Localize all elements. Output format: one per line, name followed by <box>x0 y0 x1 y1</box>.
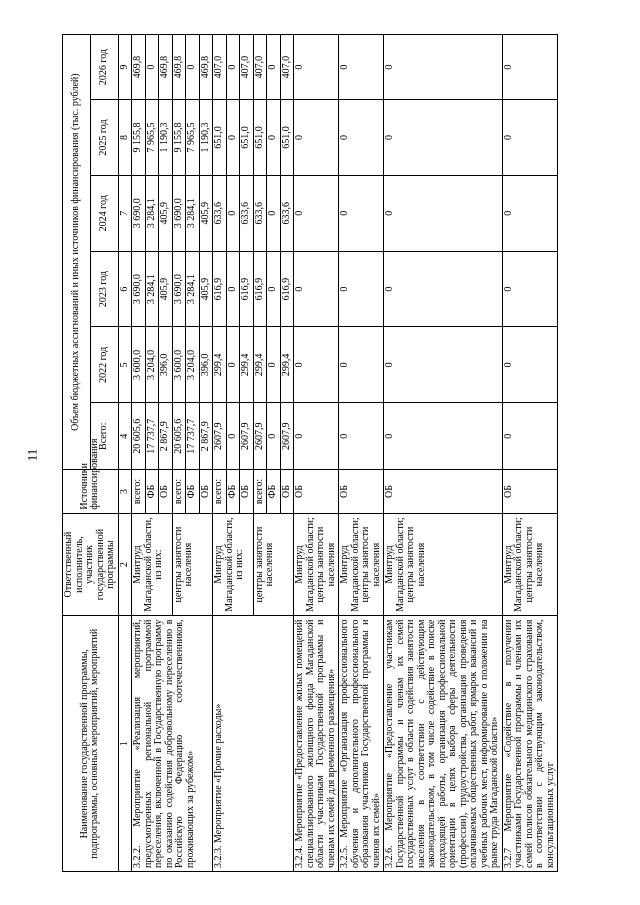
amount-cell: 0 <box>226 100 240 176</box>
funding-source: всего: <box>132 470 146 513</box>
funding-source: ОБ <box>384 470 503 513</box>
header-2026: 2026 год <box>90 35 118 100</box>
table-row <box>339 35 384 872</box>
column-number: 5 <box>118 327 132 403</box>
amount-cell: 407,0 <box>280 35 294 100</box>
measure-name: 3.2.4. Мероприятие «Предоставление жилых помещений специализированного жилищного фонда Магаданской области участникам Государственной программы и членам их семей для временного размещения» <box>294 616 339 872</box>
amount-cell: 0 <box>267 100 281 176</box>
amount-cell: 0 <box>267 327 281 403</box>
amount-cell: 0 <box>294 251 339 327</box>
amount-cell: 7 965,5 <box>186 100 200 176</box>
amount-cell: 3 204,0 <box>145 327 159 403</box>
amount-cell: 299,4 <box>240 327 254 403</box>
funding-source: ОБ <box>199 470 213 513</box>
amount-cell: 0 <box>339 327 384 403</box>
amount-cell: 616,9 <box>253 251 267 327</box>
amount-cell: 1 190,3 <box>199 100 213 176</box>
amount-cell: 9 155,8 <box>172 100 186 176</box>
funding-source: ОБ <box>294 470 339 513</box>
amount-cell: 633,6 <box>280 175 294 251</box>
page-number: 11 <box>24 448 40 462</box>
amount-cell: 3 284,1 <box>186 251 200 327</box>
funding-source: ОБ <box>339 470 384 513</box>
header-2022: 2022 год <box>90 327 118 403</box>
amount-cell: 469,8 <box>199 35 213 100</box>
amount-cell: 17 737,7 <box>186 403 200 470</box>
funding-source: ОБ <box>502 470 558 513</box>
amount-cell: 0 <box>502 100 558 176</box>
responsible-party: Минтруд Магаданской области; центры занятости населения <box>294 513 339 616</box>
amount-cell: 3 284,1 <box>145 251 159 327</box>
amount-cell: 405,9 <box>159 175 173 251</box>
funding-source: всего: <box>213 470 227 513</box>
amount-cell: 2607,9 <box>240 403 254 470</box>
measure-name: 3.2.5. Мероприятие «Организация профессионального обучения и дополнительного профессионального образования участников Государственной программы и членов их семей» <box>339 616 384 872</box>
funding-source: всего: <box>253 470 267 513</box>
header-funding-volume: Объем бюджетных ассигнований и иных источников финансирования (тыс. рублей) <box>63 35 91 470</box>
amount-cell: 633,6 <box>240 175 254 251</box>
amount-cell: 396,0 <box>199 327 213 403</box>
amount-cell: 3 690,0 <box>172 251 186 327</box>
funding-source: ОБ <box>280 470 294 513</box>
responsible-party: Минтруд Магаданской области, из них: <box>213 513 254 616</box>
funding-source: ОБ <box>159 470 173 513</box>
column-number: 1 <box>118 616 132 872</box>
amount-cell: 616,9 <box>213 251 227 327</box>
amount-cell: 405,9 <box>159 251 173 327</box>
amount-cell: 407,0 <box>240 35 254 100</box>
table-viewport <box>62 34 586 872</box>
header-program-name: Наименование государственной программы, подпрограммы, основных мероприятий, мероприятий <box>63 616 119 872</box>
amount-cell: 651,0 <box>240 100 254 176</box>
amount-cell: 0 <box>267 403 281 470</box>
amount-cell: 396,0 <box>159 327 173 403</box>
responsible-party: центры занятости населения <box>172 513 213 616</box>
table-row <box>294 35 339 872</box>
funding-source: ФБ <box>226 470 240 513</box>
amount-cell: 0 <box>294 35 339 100</box>
column-number: 2 <box>118 513 132 616</box>
amount-cell: 0 <box>267 35 281 100</box>
amount-cell: 0 <box>502 35 558 100</box>
column-number-row <box>118 35 132 872</box>
measure-name: 3.2.2. Мероприятие «Реализация мероприятий, предусмотренных региональной программой переселения, включенной в Государственную программу по оказанию содействия добровольному переселению в Российскую Федерацию соотечественников, проживающих за рубежом» <box>132 616 213 872</box>
column-number: 3 <box>118 470 132 513</box>
responsible-party: Минтруд Магаданской области; центры занятости населения <box>384 513 503 616</box>
amount-cell: 0 <box>267 251 281 327</box>
funding-source: ОБ <box>240 470 254 513</box>
amount-cell: 299,4 <box>253 327 267 403</box>
amount-cell: 0 <box>294 175 339 251</box>
column-number: 6 <box>118 251 132 327</box>
amount-cell: 616,9 <box>280 251 294 327</box>
amount-cell: 3 690,0 <box>132 251 146 327</box>
amount-cell: 0 <box>339 100 384 176</box>
amount-cell: 0 <box>502 175 558 251</box>
responsible-party: Минтруд Магаданской области; центры занятости населения <box>502 513 558 616</box>
amount-cell: 3 600,0 <box>132 327 146 403</box>
amount-cell: 7 965,5 <box>145 100 159 176</box>
amount-cell: 0 <box>267 175 281 251</box>
amount-cell: 3 690,0 <box>132 175 146 251</box>
amount-cell: 0 <box>384 251 503 327</box>
amount-cell: 0 <box>294 100 339 176</box>
amount-cell: 0 <box>502 403 558 470</box>
amount-cell: 469,8 <box>132 35 146 100</box>
amount-cell: 616,9 <box>240 251 254 327</box>
amount-cell: 0 <box>384 100 503 176</box>
amount-cell: 20 605,6 <box>172 403 186 470</box>
column-number: 7 <box>118 175 132 251</box>
amount-cell: 407,0 <box>253 35 267 100</box>
amount-cell: 469,8 <box>172 35 186 100</box>
amount-cell: 651,0 <box>280 100 294 176</box>
amount-cell: 3 204,0 <box>186 327 200 403</box>
column-number: 8 <box>118 100 132 176</box>
amount-cell: 299,4 <box>280 327 294 403</box>
table-row <box>132 35 146 872</box>
amount-cell: 405,9 <box>199 175 213 251</box>
amount-cell: 651,0 <box>253 100 267 176</box>
table-row <box>213 35 227 872</box>
header-2024: 2024 год <box>90 175 118 251</box>
amount-cell: 0 <box>339 403 384 470</box>
amount-cell: 0 <box>226 251 240 327</box>
responsible-party: Минтруд Магаданской области, из них: <box>132 513 173 616</box>
column-number: 4 <box>118 403 132 470</box>
amount-cell: 2 867,9 <box>199 403 213 470</box>
amount-cell: 0 <box>226 35 240 100</box>
amount-cell: 9 155,8 <box>132 100 146 176</box>
header-responsible: Ответственный исполнитель, участник государственной программы <box>63 513 119 616</box>
measure-name: 3.2.6. Мероприятие «Предоставление участникам Государственной программы и членам их семей государственных услуг в области содействия занятости населения в соответствии с действующим законодательством, в том числе содействие в поиске подходящей работы, организация профессиональной ориентации в целях выбора сферы деятельности (профессии), трудоустройства, организация проведения оплачиваемых общественных работ, ярмарок вакансий и учебных рабочих мест, информирование о положении на рынке труда Магаданской области» <box>384 616 503 872</box>
amount-cell: 2607,9 <box>213 403 227 470</box>
amount-cell: 1 190,3 <box>159 100 173 176</box>
header-2023: 2023 год <box>90 251 118 327</box>
header-2025: 2025 год <box>90 100 118 176</box>
amount-cell: 299,4 <box>213 327 227 403</box>
amount-cell: 651,0 <box>213 100 227 176</box>
amount-cell: 3 284,1 <box>186 175 200 251</box>
header-source: Источники финансирования <box>63 470 119 513</box>
amount-cell: 0 <box>294 403 339 470</box>
header-total: Всего: <box>90 403 118 470</box>
amount-cell: 0 <box>502 327 558 403</box>
amount-cell: 633,6 <box>253 175 267 251</box>
amount-cell: 0 <box>145 35 159 100</box>
amount-cell: 0 <box>339 175 384 251</box>
amount-cell: 0 <box>339 251 384 327</box>
amount-cell: 0 <box>226 403 240 470</box>
responsible-party: Минтруд Магаданской области; центры занятости населения <box>339 513 384 616</box>
amount-cell: 0 <box>339 35 384 100</box>
amount-cell: 0 <box>502 251 558 327</box>
amount-cell: 2 867,9 <box>159 403 173 470</box>
funding-table <box>62 34 558 872</box>
amount-cell: 17 737,7 <box>145 403 159 470</box>
measure-name: 3.2.7 Мероприятие «Содействие в получении участниками Государственной программы и членами их семей полисов обязательного медицинского страхования в соответствии с действующим законодательством, консультационных услуг <box>502 616 558 872</box>
amount-cell: 0 <box>186 35 200 100</box>
funding-source: ФБ <box>186 470 200 513</box>
amount-cell: 3 690,0 <box>172 175 186 251</box>
responsible-party: центры занятости населения <box>253 513 294 616</box>
amount-cell: 633,6 <box>213 175 227 251</box>
amount-cell: 469,8 <box>159 35 173 100</box>
amount-cell: 0 <box>226 175 240 251</box>
amount-cell: 20 605,6 <box>132 403 146 470</box>
amount-cell: 3 600,0 <box>172 327 186 403</box>
table-row <box>502 35 558 872</box>
amount-cell: 3 284,1 <box>145 175 159 251</box>
table-row <box>384 35 503 872</box>
amount-cell: 0 <box>226 327 240 403</box>
funding-source: всего: <box>172 470 186 513</box>
amount-cell: 405,9 <box>199 251 213 327</box>
measure-name: 3.2.3. Мероприятие «Прочие расходы» <box>213 616 294 872</box>
amount-cell: 0 <box>384 35 503 100</box>
table-body <box>132 35 558 872</box>
funding-source: ФБ <box>145 470 159 513</box>
funding-source: ФБ <box>267 470 281 513</box>
amount-cell: 0 <box>384 327 503 403</box>
amount-cell: 0 <box>294 327 339 403</box>
amount-cell: 0 <box>384 403 503 470</box>
amount-cell: 2607,9 <box>253 403 267 470</box>
amount-cell: 2607,9 <box>280 403 294 470</box>
amount-cell: 0 <box>384 175 503 251</box>
amount-cell: 407,0 <box>213 35 227 100</box>
column-number: 9 <box>118 35 132 100</box>
